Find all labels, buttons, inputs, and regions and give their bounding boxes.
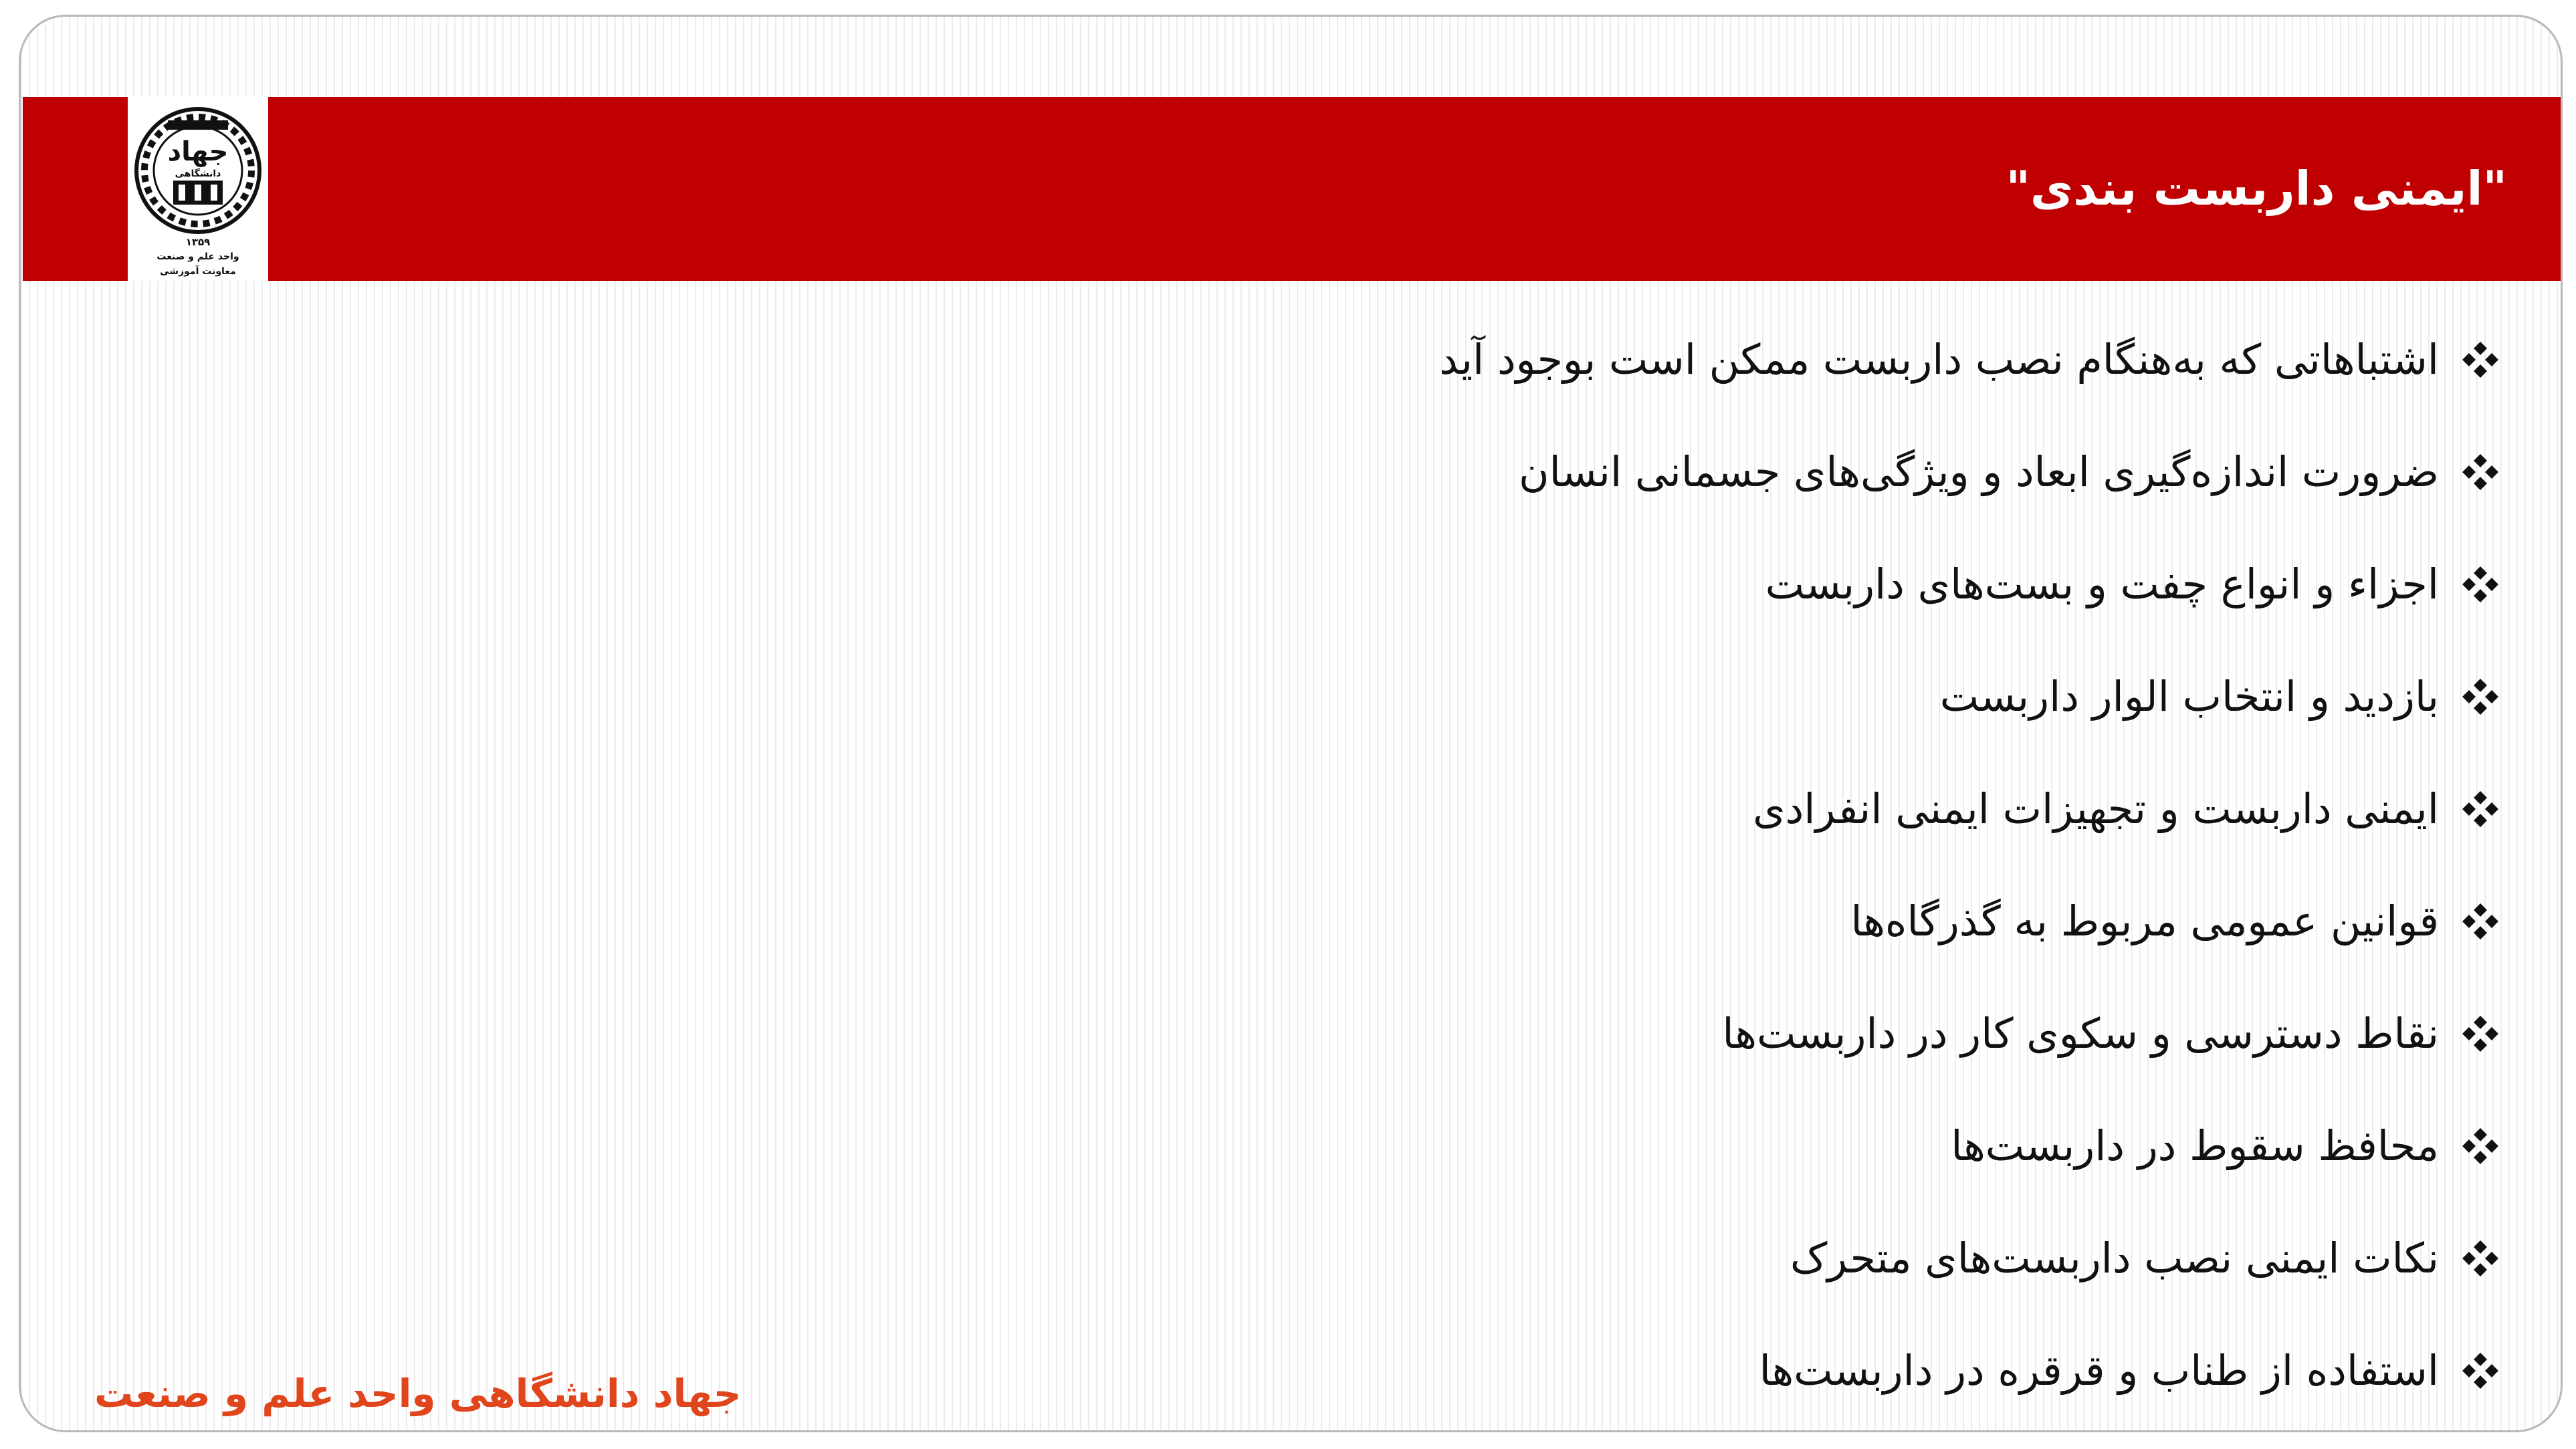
bullet-text: ایمنی داربست و تجهیزات ایمنی انفرادی [1753, 784, 2439, 833]
bullet-item [628, 552, 2500, 665]
bullet-text: استفاده از طناب و قرقره در داربست‌ها [1759, 1346, 2439, 1395]
bullet-item [628, 1002, 2500, 1114]
logo-dept: معاونت آموزشی [160, 266, 236, 277]
bullet-text: اشتباهاتی که به‌هنگام نصب داربست ممکن است بوجود آید [1439, 335, 2439, 384]
bullet-item [628, 665, 2500, 777]
bullet-text: نقاط دسترسی و سکوی کار در داربست‌ها [1722, 1009, 2439, 1058]
diamond-four-dots-icon [2460, 340, 2500, 380]
bullet-text: اجزاء و انواع چفت و بست‌های داربست [1765, 560, 2439, 608]
logo-unit: واحد علم و صنعت [156, 251, 239, 262]
bullet-text: قوانین عمومی مربوط به گذرگاه‌ها [1850, 897, 2439, 945]
bullet-text: ضرورت اندازه‌گیری ابعاد و ویژگی‌های جسمانی انسان [1518, 447, 2439, 496]
logo-subname: دانشگاهی [175, 169, 221, 179]
bullet-text: محافظ سقوط در داربست‌ها [1951, 1121, 2439, 1170]
bullet-item [628, 440, 2500, 552]
logo-year: ۱۳۵۹ [185, 236, 211, 248]
diamond-four-dots-icon [2460, 452, 2500, 492]
bullet-text: بازدید و انتخاب الوار داربست [1939, 672, 2439, 721]
slide-frame [19, 15, 2563, 1432]
diamond-four-dots-icon [2460, 901, 2500, 941]
logo-name: جهاد [167, 136, 229, 167]
footer-text: جهاد دانشگاهی واحد علم و صنعت [94, 1371, 742, 1416]
bullet-item [628, 777, 2500, 889]
bullet-item [628, 328, 2500, 440]
bullet-text: نکات ایمنی نصب داربست‌های متحرک [1790, 1234, 2439, 1283]
bullet-item [628, 1226, 2500, 1339]
bullet-item [628, 1339, 2500, 1432]
slide-title: "ایمنی داربست بندی" [2006, 161, 2507, 216]
diamond-four-dots-icon [2460, 1351, 2500, 1391]
logo [128, 97, 268, 281]
diamond-four-dots-icon [2460, 564, 2500, 604]
diamond-four-dots-icon [2460, 1238, 2500, 1278]
diamond-four-dots-icon [2460, 1014, 2500, 1054]
bullet-list [628, 328, 2500, 1432]
diamond-four-dots-icon [2460, 789, 2500, 829]
bullet-item [628, 889, 2500, 1002]
diamond-four-dots-icon [2460, 677, 2500, 717]
diamond-four-dots-icon [2460, 1126, 2500, 1166]
bullet-item [628, 1114, 2500, 1226]
